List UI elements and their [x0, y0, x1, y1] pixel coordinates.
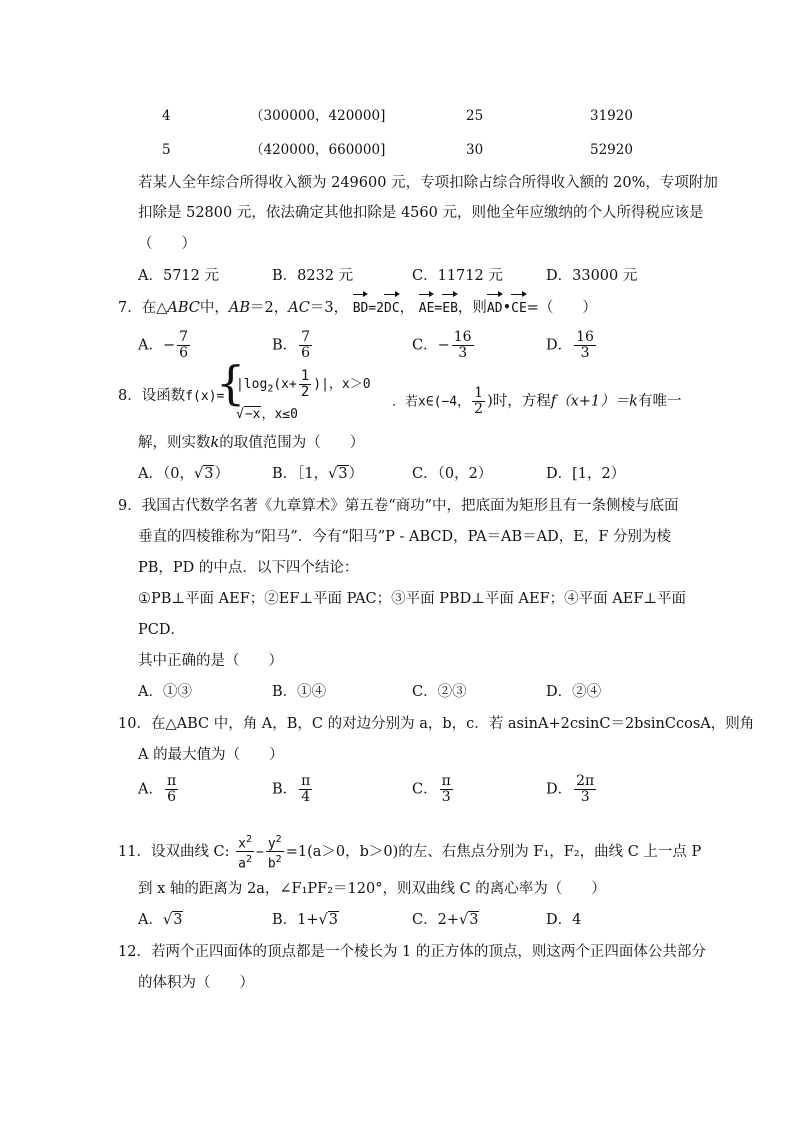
table-cell-rate: 30 — [466, 142, 484, 158]
q11-line-1 — [118, 832, 701, 872]
numerator: x — [238, 836, 246, 852]
sqrt-symbol: √3 — [328, 466, 348, 482]
case1-arg: (x+ — [273, 377, 297, 392]
q7-triangle: ABC — [167, 300, 200, 316]
fraction — [299, 774, 312, 805]
denominator: 3 — [458, 345, 468, 361]
q7-option-c — [412, 330, 476, 361]
q6-line-1: 若某人全年综合所得收入额为 249600 元，专项扣除占综合所得收入额的 20%，专项附加 — [138, 175, 718, 191]
q9-line-2: 垂直的四棱锥称为“阳马”．今有“阳马”P - ABCD，PA＝AB＝AD，E，F 分别为棱 — [138, 529, 672, 545]
denominator: 3 — [580, 345, 590, 361]
vector-bd-label: BD — [352, 301, 369, 316]
q6-line-2: 扣除是 52800 元，依法确定其他扣除是 4560 元，则他全年应缴纳的个人所得税应该是 — [138, 205, 704, 221]
q9-option-c: C．②③ — [412, 684, 467, 700]
q7-eq: =2 — [368, 301, 384, 316]
numerator: π — [166, 773, 177, 789]
fraction — [177, 330, 190, 361]
numerator: 1 — [300, 368, 310, 384]
q7-prefix: 7．在△ — [118, 300, 168, 316]
q11-prefix: 11．设双曲线 C: — [118, 843, 230, 860]
option-label: D． — [546, 781, 573, 798]
piecewise-brace: { — [216, 356, 246, 410]
fraction — [440, 774, 453, 805]
table-cell-rate: 25 — [466, 108, 484, 124]
q10-option-a — [138, 774, 180, 805]
q7-text: 中， — [199, 300, 229, 316]
option-label: A． — [138, 781, 163, 798]
denominator: 2 — [300, 384, 310, 400]
sqrt-symbol: √3 — [318, 912, 339, 928]
vector-ad — [487, 298, 503, 319]
q8-text-end: 的取值范围为（ ） — [219, 435, 365, 451]
q11-rest: =1(a＞0，b＞0)的左、右焦点分别为 F₁，F₂，曲线 C 上一点 P — [285, 843, 702, 860]
exponent: 2 — [245, 834, 253, 845]
sqrt-symbol: √3 — [193, 466, 214, 482]
option-label: A． — [138, 337, 163, 354]
case2-condition: ，x≤0 — [261, 407, 298, 422]
radicand: 3 — [173, 912, 183, 928]
option-end: ） — [348, 466, 364, 482]
option-label: B． — [272, 781, 298, 798]
q10-option-d — [546, 774, 598, 805]
minus-sign: − — [256, 844, 264, 860]
numerator: 7 — [179, 329, 189, 345]
q9-line-3: PB，PD 的中点．以下四个结论： — [138, 560, 359, 576]
q8-line-2 — [138, 433, 364, 453]
vector-bd — [353, 298, 369, 319]
fraction — [452, 330, 474, 361]
option-label: D． — [546, 337, 573, 354]
minus-sign: − — [162, 337, 176, 354]
denominator: 6 — [179, 345, 189, 361]
q6-option-d: D．33000 元 — [546, 268, 638, 284]
q8-option-c: C．（0，2） — [412, 466, 493, 482]
option-text: C．2+ — [412, 912, 459, 928]
vector-eb-label: EB — [442, 301, 458, 316]
q8-text: 解，则实数 — [138, 435, 211, 451]
q8-case-2 — [236, 405, 298, 425]
q10-option-c — [412, 774, 455, 805]
q7-ac: AC — [288, 300, 310, 316]
q10-option-b — [272, 774, 314, 805]
option-text: B．1+ — [272, 912, 319, 928]
q9-option-d: D．②④ — [546, 684, 602, 700]
denominator: a — [238, 856, 246, 872]
radicand: 3 — [469, 912, 479, 928]
exponent: 2 — [275, 834, 282, 845]
fraction — [165, 774, 178, 805]
radicand: 3 — [204, 466, 214, 482]
q10-line-2: A 的最大值为（ ） — [138, 747, 284, 763]
radicand: −x — [244, 407, 261, 422]
q11-option-b — [272, 910, 339, 930]
fraction — [299, 369, 311, 400]
q9-line-5: PCD． — [138, 622, 185, 638]
q10-line-1: 10．在△ABC 中，角 A，B，C 的对边分别为 a，b，c．若 asinA+2csinC＝2bsinCcosA，则角 — [118, 716, 755, 732]
sqrt-symbol: √3 — [458, 912, 479, 928]
q9-line-6: 其中正确的是（ ） — [138, 653, 283, 669]
q8-text-end: 有唯一 — [637, 393, 682, 410]
q8-option-b — [272, 464, 363, 484]
table-cell-level: 5 — [162, 142, 171, 158]
q6-option-c: C．11712 元 — [412, 268, 503, 284]
vector-ad-label: AD — [486, 301, 503, 316]
radicand: 3 — [328, 912, 339, 928]
denominator: 2 — [474, 401, 484, 417]
q7-ab: AB — [228, 300, 251, 316]
case1-abs-log: |log — [236, 377, 268, 392]
log-base: 2 — [267, 383, 274, 395]
vector-ce — [511, 298, 527, 319]
option-label: C． — [412, 337, 438, 354]
q7-eq: = — [434, 301, 443, 316]
denominator: b — [267, 856, 276, 872]
q7-end: =（ ） — [526, 300, 597, 316]
q8-k: k — [210, 435, 220, 451]
denominator: 4 — [301, 789, 311, 805]
denominator: 6 — [167, 789, 177, 805]
q6-line-3: （ ） — [138, 236, 196, 252]
numerator: π — [441, 773, 451, 789]
table-cell-deduction: 31920 — [590, 108, 633, 124]
q7-ac-value: ＝3， — [309, 300, 349, 316]
table-cell-range: （420000，660000] — [250, 142, 386, 158]
q11-line-2: 到 x 轴的距离为 2a，∠F₁PF₂＝120°，则双曲线 C 的离心率为（ ） — [138, 881, 606, 897]
numerator: 16 — [576, 329, 594, 345]
q8-prefix — [118, 386, 224, 407]
q9-option-a: A．①③ — [138, 684, 192, 700]
vector-ce-label: CE — [511, 301, 527, 316]
option-text: B．［1， — [272, 466, 329, 482]
q8-domain: ．若x∈(−4， — [392, 394, 471, 410]
option-text: A．（0， — [138, 466, 194, 482]
exponent: 2 — [275, 854, 282, 866]
q9-line-1: 9．我国古代数学名著《九章算术》第五卷“商功”中，把底面为矩形且有一条侧棱与底面 — [118, 498, 679, 514]
vector-ae — [419, 298, 435, 319]
numerator: 2π — [576, 773, 595, 789]
exponent: 2 — [245, 854, 253, 866]
table-cell-range: （300000，420000] — [250, 108, 386, 124]
numerator: 7 — [301, 329, 311, 345]
q9-option-b: B．①④ — [272, 684, 327, 700]
option-text: A． — [138, 912, 163, 928]
vector-ae-label: AE — [418, 301, 435, 316]
fraction-y2-b2 — [266, 832, 284, 872]
option-label: C． — [412, 781, 438, 798]
fraction-x2-a2 — [236, 832, 254, 872]
vector-dc-label: DC — [384, 301, 400, 316]
option-label: B． — [272, 337, 298, 354]
numerator: y — [267, 836, 276, 852]
q8-option-a — [138, 464, 229, 484]
numerator: π — [301, 773, 311, 789]
q8-equation: f（x+1）＝k — [550, 393, 638, 410]
q7-stem — [118, 298, 597, 319]
q8-function-name: f(x)= — [185, 389, 225, 404]
q8-text: )时，方程 — [487, 393, 551, 410]
q8-option-d: D．[1，2） — [546, 466, 626, 482]
radicand: 3 — [338, 466, 348, 482]
q11-option-d: D．4 — [546, 912, 582, 928]
table-cell-level: 4 — [162, 108, 171, 124]
sqrt-symbol: √−x — [236, 407, 261, 422]
fraction — [574, 774, 596, 805]
fraction — [299, 330, 312, 361]
q12-line-2: 的体积为（ ） — [138, 975, 254, 991]
fraction — [574, 330, 596, 361]
option-end: ） — [214, 466, 229, 482]
numerator: 1 — [474, 385, 484, 401]
denominator: 6 — [301, 345, 311, 361]
q11-option-a — [138, 910, 183, 930]
q9-line-4: ①PB⊥平面 AEF；②EF⊥平面 PAC；③平面 PBD⊥平面 AEF；④平面 AEF⊥平面 — [138, 591, 687, 607]
case1-condition: )|，x＞0 — [313, 377, 371, 392]
q6-option-b: B．8232 元 — [272, 268, 354, 284]
q8-stem-after — [392, 386, 681, 417]
q8-case-1 — [236, 369, 371, 400]
fraction — [472, 386, 485, 417]
denominator: 3 — [441, 789, 451, 805]
q6-option-a: A．5712 元 — [138, 268, 219, 284]
q12-line-1: 12．若两个正四面体的顶点都是一个棱长为 1 的正方体的顶点，则这两个正四面体公共部分 — [118, 944, 706, 960]
numerator: 16 — [453, 329, 472, 345]
q8-prefix-text: 8．设函数 — [118, 388, 186, 404]
dot-operator: • — [502, 300, 512, 316]
q7-option-b — [272, 330, 314, 361]
q7-comma: ， — [399, 300, 415, 316]
vector-eb — [442, 298, 458, 319]
table-cell-deduction: 52920 — [590, 142, 633, 158]
sqrt-symbol: √3 — [162, 912, 183, 928]
denominator: 3 — [580, 789, 590, 805]
q7-option-d — [546, 330, 598, 361]
q11-option-c — [412, 910, 479, 930]
q7-then: ，则 — [457, 300, 487, 316]
vector-dc — [384, 298, 400, 319]
minus-sign: − — [437, 337, 450, 354]
q7-ab-value: ＝2， — [250, 300, 289, 316]
q7-option-a — [138, 330, 192, 361]
